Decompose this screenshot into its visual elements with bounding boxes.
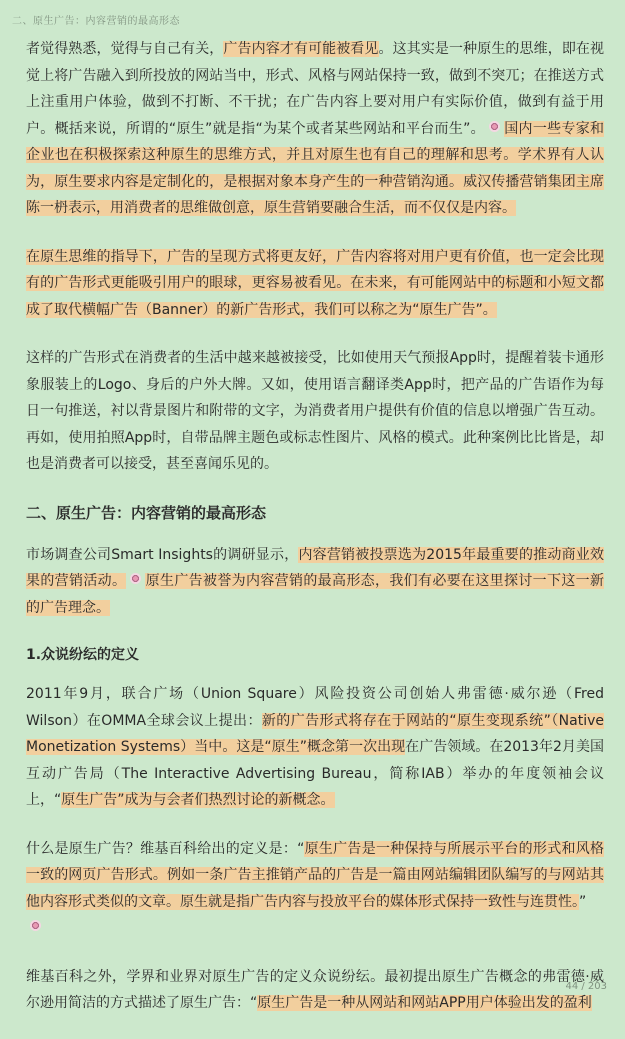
paragraph [26,964,604,1017]
page-content [26,36,604,1039]
footnote-icon[interactable] [489,121,500,132]
subsection-heading: 1.众说纷纭的定义 [26,647,140,663]
text: 在广告领域。在2013年2月美国互动广告局（The Interactive Advertising Bureau，简称IAB）举办的年度领袖会议上，“ [26,739,604,808]
text: 。这其实是一种原生的思维，即在视觉上将广告融入到所投放的网站当中，形式、风格与网站保持一致，做到不突兀；在推送方式上注重用户体验，做到不打断、不干扰；在广告内容上要对用户有实际价值，做到有益于用户。概括来说，所谓的“原生”就是指“为某个或者某些网站和平台而生”。 [26,41,605,137]
running-header: 二、原生广告：内容营销的最高形态 [12,16,180,27]
text: 2011年9月，联合广场（Union Square）风险投资公司创始人弗雷德·威尔逊（Fred Wilson）在OMMA全球会议上提出： [26,686,604,729]
highlight[interactable]: 原生广告是一种保持与所展示平台的形式和风格一致的网页广告形式。例如一条广告主推销产品的广告是一篇由网站编辑团队编写的与网站其他内容形式类似的文章。原生就是指广告内容与投放平台的媒体形式保持一致性与连贯性。 [26,840,604,910]
highlight[interactable]: 国内一些专家和企业也在积极探索这种原生的思维方式，并且对原生也有自己的理解和思考。学术界有人认为，原生要求内容是定制化的，是根据对象本身产生的一种营销沟通。威汉传播营销集团主席陈一枬表示，用消费者的思维做创意，原生营销要融合生活，而不仅仅是内容。 [26,120,604,216]
paragraph [26,244,604,324]
highlight[interactable]: 原生广告是一种从网站和网站APP用户体验出发的盈利 [257,995,592,1011]
paragraph [26,681,604,814]
paragraph [26,345,604,478]
paragraph [26,542,604,622]
highlight[interactable]: 原生广告被誉为内容营销的最高形态，我们有必要在这里探讨一下这一新的广告理念。 [26,573,605,616]
page-indicator: 44 / 203 [565,981,607,992]
highlight[interactable]: 在原生思维的指导下，广告的呈现方式将更友好，广告内容将对用户更有价值，也一定会比现有的广告形式更能吸引用户的眼球，更容易被看见。在未来，有可能网站中的标题和小短文都成了取代横幅广告（Banner）的新广告形式，我们可以称之为“原生广告”。 [26,248,604,318]
text: 者觉得熟悉，觉得与自己有关， [26,41,224,57]
section-heading: 二、原生广告：内容营销的最高形态 [26,503,267,522]
highlight[interactable]: 广告内容才有可能被看见 [223,41,379,57]
text: 市场调查公司Smart Insights的调研显示， [26,546,299,563]
text: ” [579,893,587,910]
highlight[interactable]: 原生广告”成为与会者们热烈讨论的新概念。 [61,792,335,808]
paragraph [26,36,604,222]
footnote-icon[interactable] [30,920,41,931]
highlight[interactable]: 新的广告形式将存在于网站的“原生变现系统”（Native Monetization Systems）当中。这是“原生”概念第一次出现 [26,712,604,755]
text: 维基百科之外，学界和业界对原生广告的定义众说纷纭。最初提出原生广告概念的弗雷德·威尔逊用简洁的方式描述了原生广告：“ [26,968,604,1011]
paragraph [26,836,604,942]
text: 这样的广告形式在消费者的生活中越来越被接受，比如使用天气预报App时，提醒着装卡通形象服装上的Logo、身后的户外大牌。又如，使用语言翻译类App时，把产品的广告语作为每日一句推送，衬以背景图片和附带的文字，为消费者用户提供有价值的信息以增强广告互动。再如，使用拍照App时，自带品牌主题色或标志性图片、风格的模式。此种案例比比皆是，却也是消费者可以接受，甚至喜闻乐见的。 [26,350,604,472]
footnote-icon[interactable] [130,573,141,584]
highlight[interactable]: 内容营销被投票选为2015年最重要的推动商业效果的营销活动。 [26,546,604,589]
text: 什么是原生广告？维基百科给出的定义是：“ [26,840,305,857]
